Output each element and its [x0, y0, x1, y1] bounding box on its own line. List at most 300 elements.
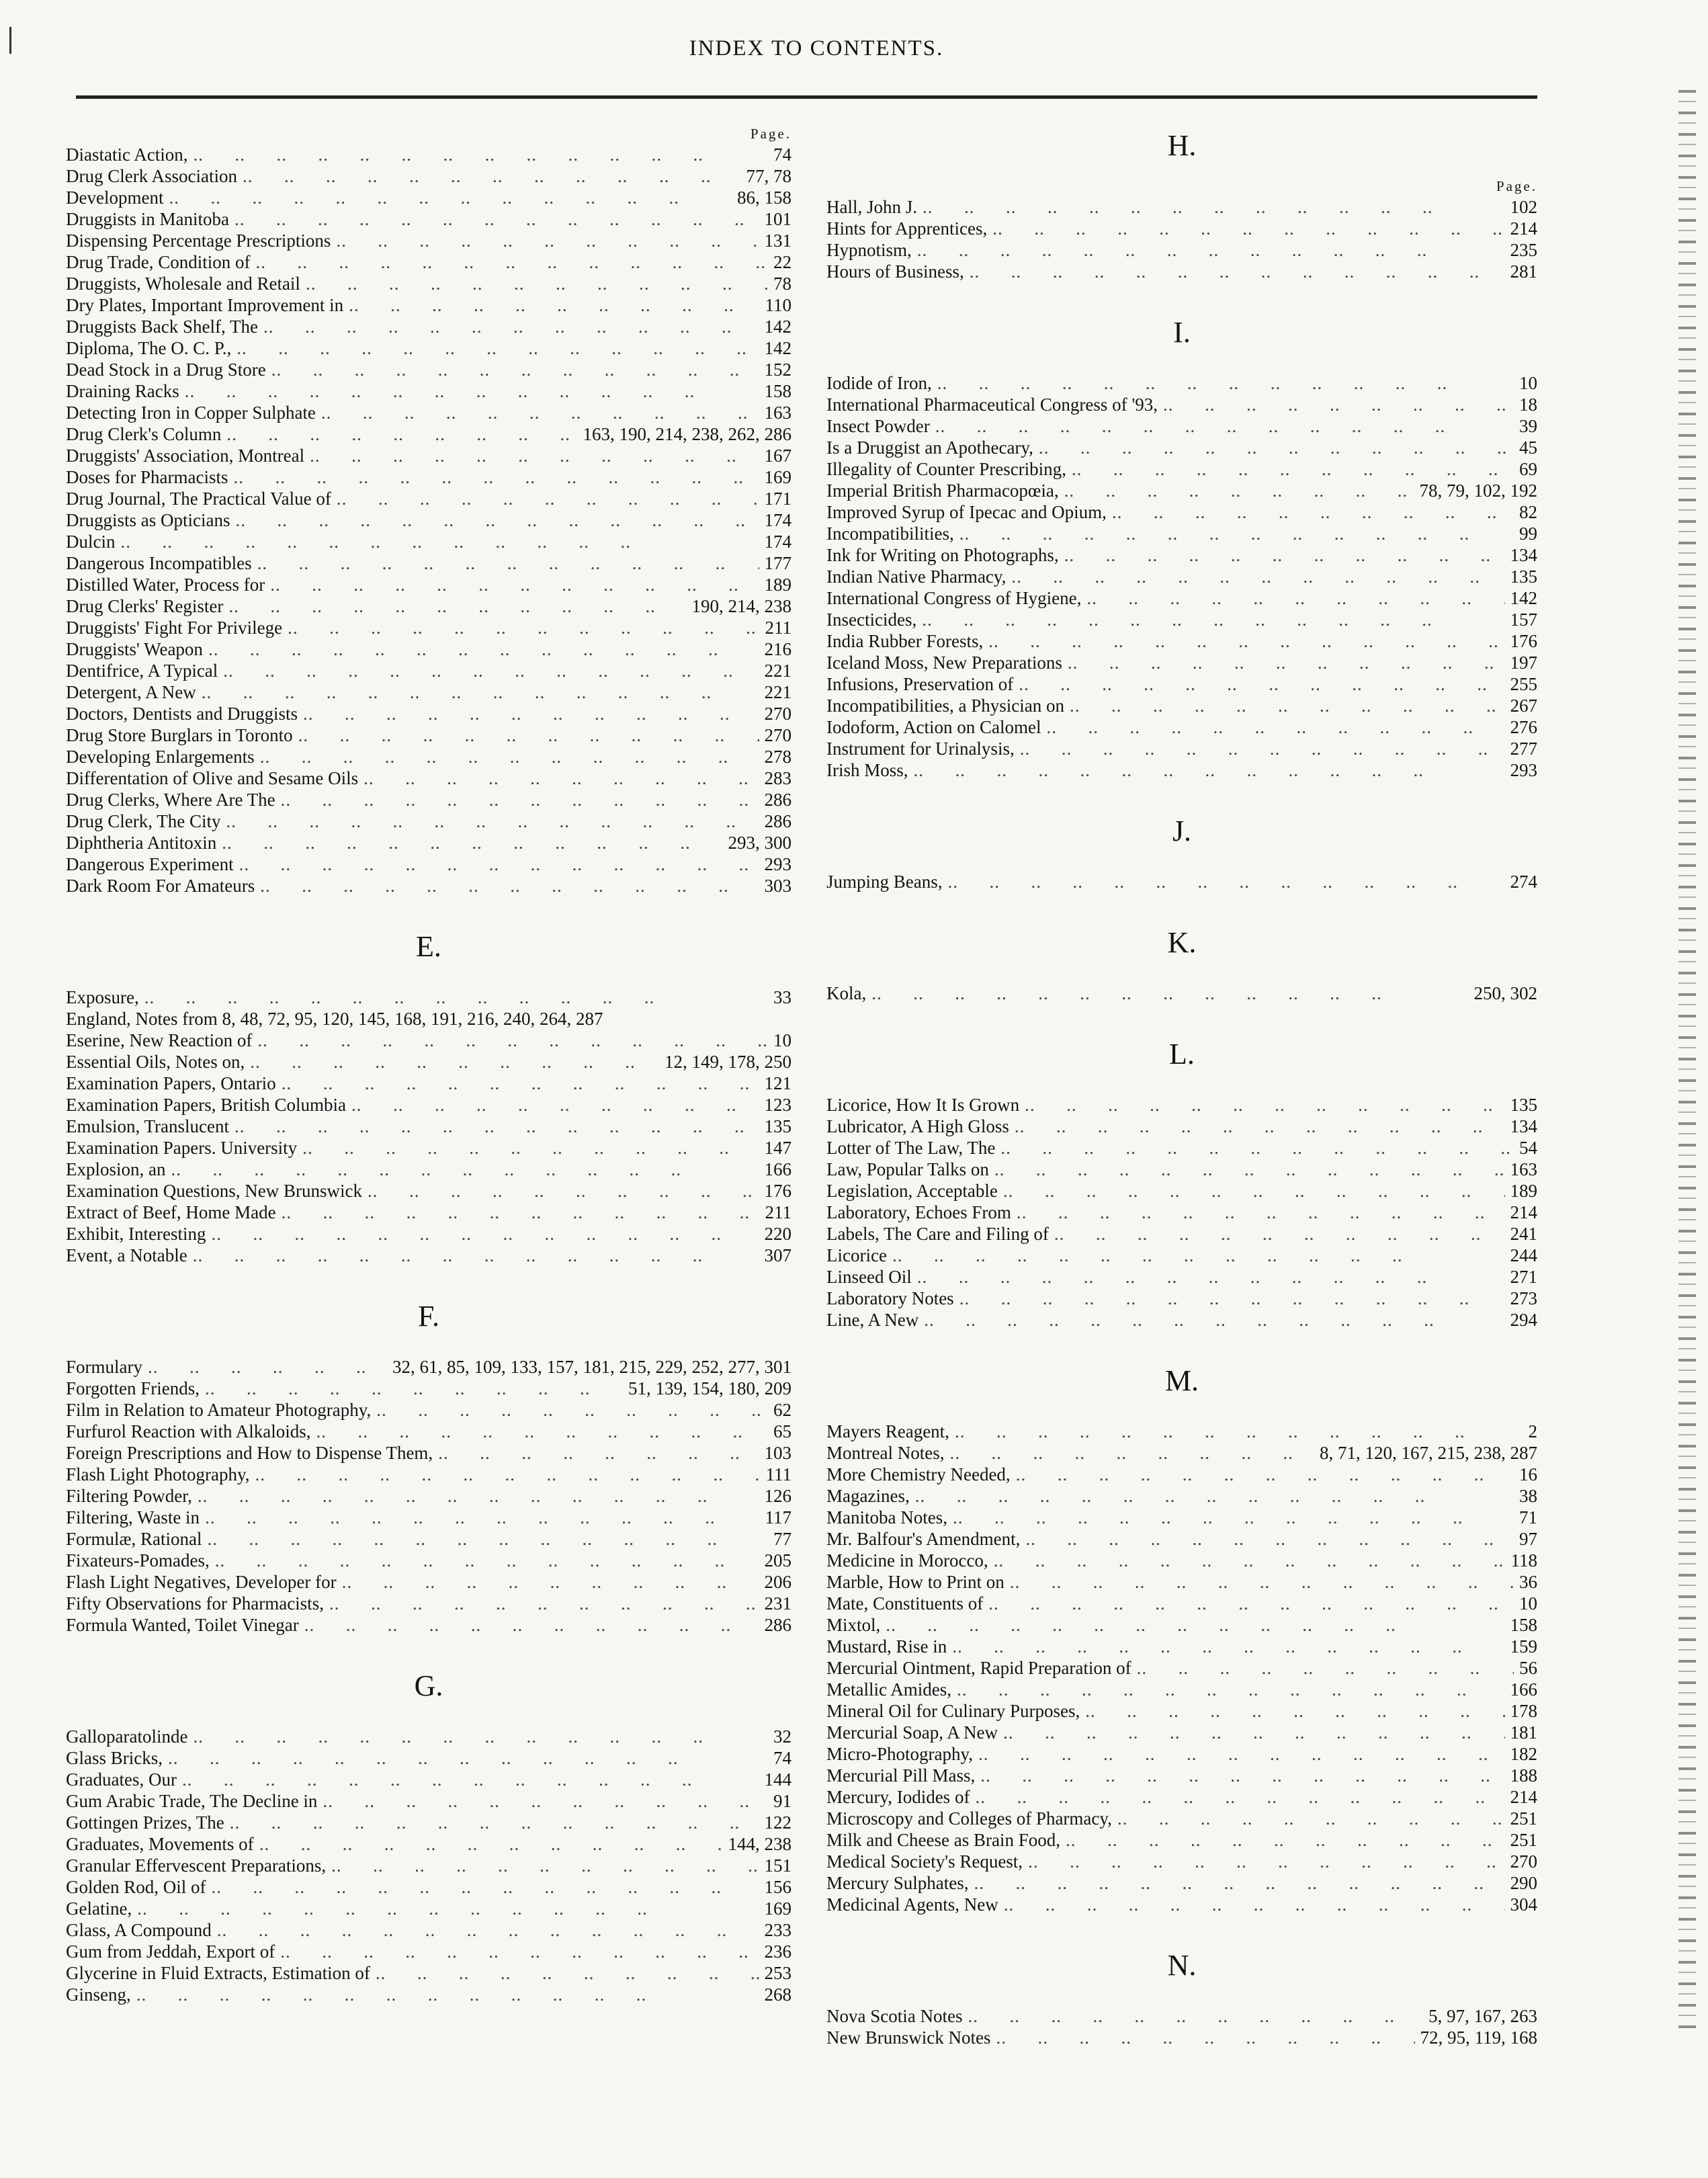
entry-title: Flash Light Photography, — [66, 1464, 250, 1484]
entry-pages: 167 — [764, 446, 792, 466]
entry-pages: 163 — [1510, 1159, 1537, 1179]
entry-title: Examination Papers. University — [66, 1138, 298, 1158]
section-letter: M. — [1164, 1364, 1199, 1397]
dot-leader — [1137, 1657, 1514, 1679]
entry-pages: 171 — [764, 489, 792, 509]
entry-pages: 126 — [764, 1486, 792, 1506]
index-entry — [826, 695, 1537, 716]
entry-title: Iodoform, Action on Calomel — [826, 717, 1041, 737]
dot-leader — [1039, 437, 1514, 458]
entry-pages: 241 — [1510, 1224, 1537, 1244]
entry-title: Glass, A Compound — [66, 1920, 212, 1940]
entry-title: Mustard, Rise in — [826, 1636, 947, 1657]
entry-title: Marble, How to Print on — [826, 1572, 1005, 1592]
section-letter: K. — [1167, 926, 1197, 959]
entry-pages: 144, 238 — [728, 1834, 792, 1854]
dot-leader — [1072, 458, 1514, 480]
index-entry — [826, 1679, 1537, 1700]
index-entry — [66, 1507, 792, 1528]
entry-pages: 99 — [1519, 523, 1537, 544]
index-entry — [66, 987, 792, 1008]
index-entry — [826, 1180, 1537, 1202]
dot-leader — [302, 1137, 759, 1159]
dot-leader — [1112, 501, 1514, 523]
index-entry — [826, 196, 1537, 218]
dot-leader — [217, 1919, 759, 1941]
index-entry — [66, 1812, 792, 1833]
dot-leader — [914, 759, 1505, 781]
entry-pages: 286 — [764, 790, 792, 810]
index-entry — [66, 1180, 792, 1202]
dot-leader — [1163, 394, 1514, 415]
dot-leader — [974, 1872, 1504, 1894]
index-entry — [826, 1202, 1537, 1223]
entry-pages: 77 — [773, 1529, 792, 1549]
entry-title: Druggists, Wholesale and Retail — [66, 274, 300, 294]
index-entry — [66, 810, 792, 832]
dot-leader — [329, 1593, 759, 1614]
index-entry — [66, 1356, 792, 1378]
index-entry — [66, 1137, 792, 1159]
entry-title: Hints for Apprentices, — [826, 218, 988, 239]
dot-leader — [1020, 738, 1505, 759]
entry-title: Developing Enlargements — [66, 747, 255, 767]
entry-title: Differentation of Olive and Sesame Oils — [66, 768, 359, 788]
entry-title: Insecticides, — [826, 610, 917, 630]
entry-title: Illegality of Counter Prescribing, — [826, 459, 1066, 479]
dot-leader — [316, 1421, 768, 1442]
entry-pages: 250, 302 — [1474, 983, 1537, 1003]
index-entry — [826, 1245, 1537, 1266]
index-entry — [66, 1378, 792, 1399]
entry-title: International Pharmaceutical Congress of '93, — [826, 394, 1158, 415]
index-entry — [826, 1894, 1537, 1915]
entry-pages: 110 — [765, 295, 792, 315]
entry-pages: 82 — [1519, 502, 1537, 522]
entry-title: Film in Relation to Amateur Photography, — [66, 1400, 372, 1420]
index-entry — [66, 488, 792, 509]
index-entry — [66, 1442, 792, 1464]
dot-leader — [233, 466, 759, 488]
entry-pages: 86, 158 — [737, 187, 792, 208]
dot-leader — [121, 531, 759, 552]
entry-title: Is a Druggist an Apothecary, — [826, 437, 1033, 458]
dot-leader — [953, 1507, 1514, 1528]
index-entry — [826, 1765, 1537, 1786]
index-entry — [66, 445, 792, 466]
index-entry — [826, 1786, 1537, 1808]
entry-pages: 307 — [764, 1245, 792, 1265]
entry-pages: 156 — [764, 1877, 792, 1897]
entry-pages: 157 — [1510, 610, 1537, 630]
dot-leader — [263, 316, 759, 337]
entry-pages: 12, 149, 178, 250 — [665, 1052, 792, 1072]
entry-title: Manitoba Notes, — [826, 1507, 947, 1527]
index-entry — [66, 1421, 792, 1442]
index-entry — [66, 1833, 792, 1855]
entry-pages: 69 — [1519, 459, 1537, 479]
dot-leader — [923, 196, 1505, 218]
entry-pages: 151 — [764, 1855, 792, 1876]
index-entry — [826, 1442, 1537, 1464]
entry-pages: 10 — [1519, 1593, 1537, 1614]
entry-title: Diastatic Action, — [66, 144, 188, 165]
entry-pages: 78, 79, 102, 192 — [1419, 480, 1537, 501]
index-entry — [826, 1636, 1537, 1657]
entry-title: Druggists' Fight For Privilege — [66, 618, 283, 638]
entry-title: Licorice, How It Is Grown — [826, 1095, 1020, 1115]
entry-pages: 281 — [1510, 261, 1537, 282]
index-entry — [826, 652, 1537, 673]
index-entry — [826, 1722, 1537, 1743]
dot-leader — [193, 1245, 759, 1266]
index-entry — [66, 466, 792, 488]
entry-pages: 10 — [773, 1030, 792, 1050]
entry-title: Mixtol, — [826, 1615, 881, 1635]
index-entry — [66, 1030, 792, 1051]
entry-title: Drug Clerk's Column — [66, 424, 222, 444]
page-column-header: Page. — [1496, 178, 1537, 194]
dot-leader — [337, 488, 759, 509]
entry-title: Medical Society's Request, — [826, 1851, 1023, 1872]
entry-title: Development — [66, 187, 164, 208]
index-entry — [66, 1941, 792, 1962]
entry-pages: 189 — [764, 575, 792, 595]
entry-title: Fixateurs-Pomades, — [66, 1550, 210, 1570]
entry-title: Imperial British Pharmacopœia, — [826, 480, 1059, 501]
index-entry — [66, 187, 792, 208]
section-letter: E. — [416, 930, 441, 963]
dot-leader — [922, 609, 1504, 630]
entry-pages: 135 — [1510, 567, 1537, 587]
entry-pages: 18 — [1519, 394, 1537, 415]
entry-title: Formulary — [66, 1357, 142, 1377]
entry-pages: 181 — [1510, 1722, 1537, 1743]
index-entry — [826, 1094, 1537, 1116]
dot-leader — [996, 2027, 1414, 2048]
dot-leader — [257, 1030, 768, 1051]
index-entry — [66, 273, 792, 294]
index-entry — [826, 1485, 1537, 1507]
entry-title: Laboratory, Echoes From — [826, 1202, 1011, 1222]
entry-title: Dispensing Percentage Prescriptions — [66, 231, 331, 251]
dot-leader — [975, 1786, 1504, 1808]
entry-title: Incompatibilities, a Physician on — [826, 696, 1064, 716]
dot-leader — [959, 523, 1514, 544]
entry-pages: 74 — [773, 1748, 792, 1768]
index-entry — [826, 1421, 1537, 1442]
dot-leader — [1028, 1851, 1504, 1872]
entry-title: Formulæ, Rational — [66, 1529, 202, 1549]
entry-title: Labels, The Care and Filing of — [826, 1224, 1049, 1244]
entry-title: Ink for Writing on Photographs, — [826, 545, 1059, 565]
entry-title: Infusions, Preservation of — [826, 674, 1014, 694]
index-entry — [66, 531, 792, 552]
entry-pages: 251 — [1510, 1830, 1537, 1850]
dot-leader — [228, 595, 686, 617]
entry-title: Irish Moss, — [826, 760, 908, 780]
index-entry — [826, 759, 1537, 781]
dot-leader — [222, 832, 722, 853]
dot-leader — [955, 1421, 1523, 1442]
index-entry — [826, 1223, 1537, 1245]
index-entry — [66, 402, 792, 423]
dot-leader — [952, 1636, 1504, 1657]
entry-pages: 197 — [1510, 653, 1537, 673]
entry-title: Hall, John J. — [826, 197, 917, 217]
entry-title: Druggists as Opticians — [66, 510, 230, 530]
entry-title: Medicine in Morocco, — [826, 1550, 988, 1570]
entry-title: Examination Questions, New Brunswick — [66, 1181, 362, 1201]
entry-title: International Congress of Hygiene, — [826, 588, 1082, 608]
index-entry — [826, 673, 1537, 695]
dot-leader — [168, 1747, 768, 1769]
entry-title: Drug Trade, Condition of — [66, 252, 251, 272]
dot-leader — [959, 1288, 1505, 1309]
entry-title: Exhibit, Interesting — [66, 1224, 206, 1244]
dot-leader — [256, 251, 768, 273]
entry-title: Instrument for Urinalysis, — [826, 739, 1015, 759]
entry-title: Mayers Reagent, — [826, 1421, 949, 1441]
entry-pages: 176 — [764, 1181, 792, 1201]
dot-leader — [1004, 1894, 1505, 1915]
entry-title: Montreal Notes, — [826, 1443, 945, 1463]
index-entry — [826, 1159, 1537, 1180]
dot-leader — [230, 1812, 759, 1833]
index-entry — [66, 1159, 792, 1180]
entry-title: Graduates, Movements of — [66, 1834, 254, 1854]
index-entry — [66, 1485, 792, 1507]
index-entry — [66, 294, 792, 316]
entry-title: Filtering Powder, — [66, 1486, 192, 1506]
index-entry — [826, 415, 1537, 437]
entry-pages: 10 — [1519, 373, 1537, 393]
entry-title: Mercurial Pill Mass, — [826, 1765, 976, 1786]
dot-leader — [144, 987, 768, 1008]
index-entry — [66, 617, 792, 638]
entry-pages: 214 — [1510, 218, 1537, 239]
dot-leader — [303, 703, 759, 724]
page-title: INDEX TO CONTENTS. — [689, 36, 944, 60]
index-entry — [826, 566, 1537, 587]
dot-leader — [349, 294, 759, 316]
entry-pages: 177 — [764, 553, 792, 573]
entry-pages: 221 — [764, 682, 792, 702]
entry-pages: 205 — [764, 1550, 792, 1570]
dot-leader — [136, 1984, 759, 2005]
index-entry — [826, 1528, 1537, 1550]
entry-title: Line, A New — [826, 1310, 919, 1330]
index-entry — [826, 630, 1537, 652]
index-entry — [826, 1266, 1537, 1288]
index-entry — [66, 1550, 792, 1571]
entry-pages: 142 — [764, 338, 792, 358]
index-entry — [66, 789, 792, 810]
dot-leader — [193, 1726, 768, 1747]
entry-pages: 270 — [764, 725, 792, 745]
entry-title: Metallic Amides, — [826, 1679, 951, 1700]
entry-pages: 267 — [1510, 696, 1537, 716]
dot-leader — [226, 810, 759, 832]
index-entry — [66, 595, 792, 617]
entry-title: Mate, Constituents of — [826, 1593, 984, 1614]
dot-leader — [198, 1485, 759, 1507]
entry-title: Drug Store Burglars in Toronto — [66, 725, 293, 745]
entry-title: New Brunswick Notes — [826, 2027, 991, 2048]
dot-leader — [336, 230, 759, 251]
entry-title: Jumping Beans, — [826, 872, 943, 892]
entry-pages: 5, 97, 167, 263 — [1428, 2006, 1537, 2026]
entry-title: Flash Light Negatives, Developer for — [66, 1572, 337, 1592]
entry-pages: 233 — [764, 1920, 792, 1940]
entry-title: Granular Effervescent Preparations, — [66, 1855, 327, 1876]
entry-title: Nova Scotia Notes — [826, 2006, 963, 2026]
index-entry — [826, 1657, 1537, 1679]
entry-pages: 176 — [1510, 631, 1537, 651]
entry-pages: 54 — [1519, 1138, 1537, 1158]
index-entry — [66, 251, 792, 273]
index-entry — [66, 1073, 792, 1094]
entry-pages: 235 — [1510, 240, 1537, 260]
dot-leader — [208, 1528, 769, 1550]
section-letter: L. — [1169, 1038, 1195, 1071]
entry-title: Forgotten Friends, — [66, 1378, 200, 1398]
page-edge-scan-artifact — [1678, 81, 1696, 2029]
section-letter: I. — [1173, 316, 1191, 349]
entry-pages: 158 — [764, 381, 792, 401]
entry-pages: 32 — [773, 1726, 792, 1747]
entry-pages: 236 — [764, 1941, 792, 1962]
dot-leader — [1064, 544, 1505, 566]
index-entry — [66, 832, 792, 853]
dot-leader — [935, 415, 1514, 437]
index-entry — [66, 1790, 792, 1812]
entry-pages: 65 — [773, 1421, 792, 1441]
dot-leader — [1003, 1180, 1505, 1202]
entry-title: Essential Oils, Notes on, — [66, 1052, 245, 1072]
index-entry — [826, 1288, 1537, 1309]
entry-pages: 278 — [764, 747, 792, 767]
entry-title: Glycerine in Fluid Extracts, Estimation of — [66, 1963, 370, 1983]
index-entry — [66, 724, 792, 746]
index-entry — [66, 1984, 792, 2005]
index-entry — [66, 1593, 792, 1614]
entry-pages: 142 — [1510, 588, 1537, 608]
dot-leader — [211, 1223, 759, 1245]
index-entry — [66, 660, 792, 681]
entry-pages: 142 — [764, 317, 792, 337]
entry-pages: 56 — [1519, 1658, 1537, 1678]
entry-title: Druggists Back Shelf, The — [66, 317, 258, 337]
index-entry — [826, 239, 1537, 261]
entry-title: Hypnotism, — [826, 240, 912, 260]
dot-leader — [304, 1614, 759, 1636]
dot-leader — [237, 337, 759, 359]
entry-title: Emulsion, Translucent — [66, 1116, 230, 1136]
index-entry — [66, 359, 792, 380]
entry-title: Graduates, Our — [66, 1769, 177, 1790]
entry-pages: 51, 139, 154, 180, 209 — [628, 1378, 792, 1398]
entry-pages: 163 — [764, 403, 792, 423]
entry-pages: 270 — [764, 704, 792, 724]
index-entry — [66, 1202, 792, 1223]
entry-pages: 74 — [773, 144, 792, 165]
entry-title: Drug Journal, The Practical Value of — [66, 489, 331, 509]
dot-leader — [321, 402, 759, 423]
dot-leader — [1019, 673, 1504, 695]
dot-leader — [148, 1356, 387, 1378]
entry-pages: 62 — [773, 1400, 792, 1420]
entry-title: Mr. Balfour's Amendment, — [826, 1529, 1021, 1549]
entry-title: Legislation, Acceptable — [826, 1181, 998, 1201]
entry-pages: 182 — [1510, 1744, 1537, 1764]
right-column — [826, 120, 1537, 2048]
index-entry — [66, 509, 792, 531]
entry-title: Hours of Business, — [826, 261, 964, 282]
left-column — [66, 120, 792, 2005]
entry-pages: 293, 300 — [728, 833, 792, 853]
entry-title: Dark Room For Amateurs — [66, 876, 255, 896]
dot-leader — [376, 1399, 768, 1421]
page-column-header: Page. — [750, 126, 792, 142]
section-letter: G. — [414, 1669, 443, 1702]
entry-pages: 33 — [773, 987, 792, 1007]
index-entry — [66, 767, 792, 789]
entry-title: Improved Syrup of Ipecac and Opium, — [826, 502, 1107, 522]
entry-title: Exposure, — [66, 987, 139, 1007]
entry-pages: 22 — [773, 252, 792, 272]
index-entry — [66, 1962, 792, 1984]
dot-leader — [1015, 1116, 1505, 1137]
dot-leader — [871, 982, 1468, 1004]
entry-pages: 189 — [1510, 1181, 1537, 1201]
entry-pages: 273 — [1510, 1288, 1537, 1308]
entry-title: Indian Native Pharmacy, — [826, 567, 1007, 587]
entry-title: Galloparatolinde — [66, 1726, 188, 1747]
entry-title: Extract of Beef, Home Made — [66, 1202, 276, 1222]
dot-leader — [169, 187, 732, 208]
dot-leader — [949, 1442, 1314, 1464]
entry-title: Gum from Jeddah, Export of — [66, 1941, 275, 1962]
entry-pages: 102 — [1510, 197, 1537, 217]
entry-pages: 211 — [765, 1202, 792, 1222]
dot-leader — [376, 1962, 759, 1984]
entry-pages: 294 — [1510, 1310, 1537, 1330]
entry-title: Gottingen Prizes, The — [66, 1812, 224, 1833]
index-entry — [826, 394, 1537, 415]
entry-pages: 190, 214, 238 — [691, 596, 792, 616]
dot-leader — [306, 273, 768, 294]
dot-leader — [271, 359, 759, 380]
dot-leader — [234, 1116, 759, 1137]
index-entry — [826, 1593, 1537, 1614]
entry-title: Foreign Prescriptions and How to Dispense Them, — [66, 1443, 433, 1463]
index-entry — [66, 1919, 792, 1941]
entry-pages: 118 — [1510, 1550, 1537, 1570]
entry-title: Licorice — [826, 1245, 887, 1265]
index-entry — [826, 1309, 1537, 1331]
entry-title: Fifty Observations for Pharmacists, — [66, 1593, 324, 1614]
entry-pages: 271 — [1510, 1267, 1537, 1287]
index-entry — [66, 1571, 792, 1593]
entry-title: Event, a Notable — [66, 1245, 187, 1265]
index-entry — [826, 871, 1537, 892]
entry-pages: 8, 71, 120, 167, 215, 238, 287 — [1320, 1443, 1537, 1463]
entry-pages: 293 — [764, 854, 792, 874]
dot-leader — [239, 853, 759, 875]
entry-title: Formula Wanted, Toilet Vinegar — [66, 1615, 299, 1635]
entry-pages: 163, 190, 214, 238, 262, 286 — [583, 424, 792, 444]
